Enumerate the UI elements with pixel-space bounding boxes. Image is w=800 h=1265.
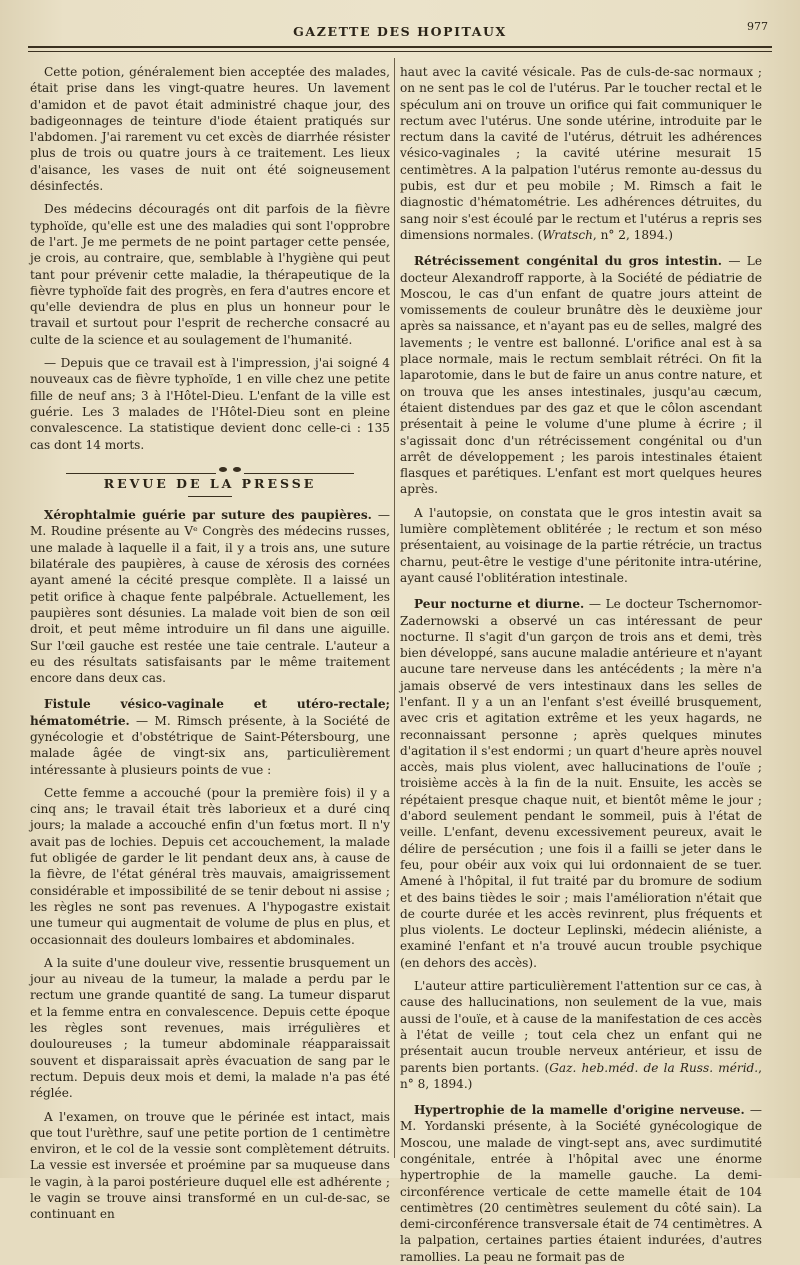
column-divider [394, 58, 395, 1158]
article-title: Rétrécissement congénital du gros intestin. [414, 254, 722, 269]
article-body: — M. Yordanski présente, à la Société gynécologique de Moscou, une malade de vingt-sept ans, avec surdimutité congénitale, entrée à l'hôpital avec une énorme hypertrophie de la mamelle gauche. La demi-circonférence verticale de cette mamelle était de 104 centimètres (20 centimètres seulement du côté sain). La demi-circonférence transversale était de 74 centimètres. A la palpation, certaines parties étaient indurées, d'autres ramollies. La peau ne formait pas de [400, 1103, 762, 1264]
paragraph-fistule-3: A la suite d'une douleur vive, ressentie brusquement un jour au niveau de la tumeur, la malade a perdu par le rectum une grande quantité de sang. La tumeur disparut et la femme entra en convalescence. Depuis cette époque les règles sont revenues, mais irrégulières et douloureuses ; la tumeur abdominale réapparaissait souvent et disparaissait après évacuation de sang par le rectum. Depuis deux mois et demi, la malade n'a pas été réglée. [30, 955, 390, 1101]
page-number: 977 [747, 20, 768, 33]
right-column [400, 64, 763, 1264]
article-retrecissement [400, 253, 762, 497]
paragraph-text: haut avec la cavité vésicale. Pas de culs-de-sac normaux ; on ne sent pas le col de l'utérus. Par le toucher rectal et le spéculum ani on trouve un orifice qui fait communiquer le rectum avec l'utérus. Une sonde utérine, introduite par le rectum dans la cavité de l'utérus, détruit les adhérences vésico-vaginales ; la cavité utérine mesurait 15 centimètres. A la palpation l'utérus remonte au-dessus du pubis, est dur et peu mobile ; M. Rimsch a fait le diagnostic d'hématométrie. Les adhérences détruites, du sang noir s'est écoulé par le rectum et l'utérus a repris ses dimensions normales. ( [400, 65, 762, 242]
header-rule-thin [28, 51, 772, 52]
paragraph-autopsie: A l'autopsie, on constata que le gros intestin avait sa lumière complètement oblitérée ; le rectum et son méso présentaient, au voisinage de la partie rétrécie, un tractus charnu, peut-être le vestige d'une péritonite intra-utérine, ayant causé l'oblitération intestinale. [400, 505, 762, 585]
header-rule [28, 46, 772, 48]
article-peur [400, 596, 762, 971]
citation-end: , n° 8, 1894.) [400, 1060, 763, 1091]
article-title: Xérophtalmie guérie par suture des paupières. [44, 508, 372, 523]
citation: Gaz. heb.méd. de la Russ. mérid. [549, 1060, 759, 1075]
article-title: Hypertrophie de la mamelle d'origine nerveuse. [414, 1103, 745, 1118]
article-hypertrophie [400, 1102, 762, 1265]
article-body: — M. Roudine présente au Vᵉ Congrès des médecins russes, une malade à laquelle il a fait, il y a trois ans, une suture bilatérale des paupières, à cause de xérosis des cornées ayant amené la cécité presque complète. Il a laissé un petit orifice à chaque fente palpébrale. Actuellement, les paupières sont désunies. La malade voit bien de son œil droit, et peut même introduire un fil dans une aiguille. Sur l'œil gauche est restée une taie centrale. L'auteur a eu des résultats satisfaisants par le même traitement encore dans deux cas. [30, 508, 390, 686]
paragraph-fistule-continued [400, 64, 762, 243]
article-body: — Le docteur Tschernomor-Zadernowski a observé un cas intéressant de peur nocturne. Il s'agit d'un garçon de trois ans et demi, très bien développé, sans aucune maladie antérieure et n'ayant aucune tare nerveuse dans les antécédents ; la mère n'a jamais observé de vers intestinaux dans les selles de l'enfant. Il y a un an l'enfant s'est éveillé brusquement, avec cris et agitation extrême et les yeux hagards, ne reconnaissant personne ; après quelques minutes d'agitation il s'est endormi ; un quart d'heure après nouvel accès, mais plus violent, avec hallucinations de l'ouïe ; troisième accès à la fin de la nuit. Ensuite, les accès se répétaient presque chaque nuit, et bientôt même le jour ; d'abord seulement pendant le sommeil, puis à l'état de veille. L'enfant, devenu excessivement peureux, avait le délire de persécution ; une fois il a failli se jeter dans le feu, pour obéir aux voix qui lui ordonnaient de se tuer. Amené à l'hôpital, il fut traité par du bromure de sodium et des bains tièdes le soir ; mais l'amélioration n'était que de courte durée et les accès revinrent, plus fréquents et plus violents. Le docteur Leplinski, médecin aliéniste, a examiné l'enfant et n'a trouvé aucun trouble psychique (en dehors des accès). [400, 597, 763, 970]
running-title: GAZETTE DES HOPITAUX [293, 24, 507, 39]
article-xerophtalmie [30, 507, 390, 686]
section-ornament [30, 460, 390, 468]
article-body: — Le docteur Alexandroff rapporte, à la Société de pédiatrie de Moscou, le cas d'un enfant de quatre jours atteint de vomissements de couleur brunâtre dès le deuxième jour après sa naissance, et n'ayant pas eu de selles, malgré des lavements ; le ventre est ballonné. L'orifice anal est à sa place normale, mais le rectum semblait rétréci. On fit la laparotomie, dans le but de faire un anus contre nature, et on trouva que les anses intestinales, jusqu'au cæcum, étaient distendues par des gaz et que le côlon ascendant présentait à peine le volume d'une plume à écrire ; il s'agissait donc d'un rétrécissement congénital ou d'un arrêt de développement ; les parois intestinales étaient flasques et parétiques. L'enfant est mort quelques heures après. [400, 254, 762, 497]
paragraph-fistule-2: Cette femme a accouché (pour la première fois) il y a cinq ans; le travail était très laborieux et a duré cinq jours; la malade a accouché enfin d'un fœtus mort. Il n'y avait pas de lochies. Depuis cet accouchement, la malade fut obligée de garder le lit pendant deux ans, à cause de la fièvre, de l'état général très mauvais, amaigrissement considérable et impossibilité de se tenir debout ni assise ; les règles ne sont pas revenues. A l'hypogastre existait une tumeur qui augmentait de volume de plus en plus, et occasionnait des douleurs lombaires et abdominales. [30, 785, 390, 947]
paragraph-typhoide: Des médecins découragés ont dit parfois de la fièvre typhoïde, qu'elle est une des maladies qui sont l'opprobre de l'art. Je me permets de ne point partager cette pensée, je crois, au contraire, que, semblable à l'hygiène qui peut tant pour prévenir cette maladie, la thérapeutique de la fièvre typhoïde fait des progrès, en fera d'autres encore et qu'elle deviendra de plus en plus un honneur pour le travail et surtout pour l'esprit de recherche consacré au culte de la science et au soulagement de l'humanité. [30, 202, 390, 347]
article-fistule [30, 696, 390, 777]
paragraph-potion: Cette potion, généralement bien acceptée des malades, était prise dans les vingt-quatre heures. Un lavement d'amidon et de pavot était administré chaque jour, des badigeonnages de teinture d'iode étaient pratiqués sur l'abdomen. J'ai rarement vu cet excès de diarrhée résister plus de trois ou quatre jours à ce traitement. Les lieux d'aisance, les vases de nuit ont été soigneusement désinfectés. [30, 65, 390, 194]
paragraph-peur-2 [400, 978, 762, 1092]
citation-end: , n° 2, 1894.) [592, 227, 673, 242]
section-rule [188, 496, 232, 497]
article-body: — M. Rimsch présente, à la Société de gynécologie et d'obstétrique de Saint-Pétersbourg, une malade âgée de vingt-six ans, particulièrement intéressante à plusieurs points de vue : [30, 713, 390, 777]
paragraph-statistique: — Depuis que ce travail est à l'impression, j'ai soigné 4 nouveaux cas de fièvre typhoïde, 1 en ville chez une petite fille de neuf ans; 3 à l'Hôtel-Dieu. L'enfant de la ville est guérie. Les 3 malades de l'Hôtel-Dieu sont en pleine convalescence. La statistique devient donc celle-ci : 135 cas dont 14 morts. [30, 356, 390, 452]
section-heading: REVUE DE LA PRESSE [103, 475, 317, 491]
paragraph-text: L'auteur attire particulièrement l'attention sur ce cas, à cause des hallucinations, non seulement de la vue, mais aussi de l'ouïe, et à cause de la manifestation de ces accès à l'état de veille ; tout cela chez un enfant qui ne présentait aucun trouble nerveux antérieur, et issu de parents bien portants. ( [400, 979, 762, 1075]
paragraph-fistule-4: A l'examen, on trouve que le périnée est intact, mais que tout l'urèthre, sauf une petite portion de 1 centimètre environ, et le col de la vessie sont complètement détruits. La vessie est inversée et proémine par sa muqueuse dans le vagin, à la paroi postérieure duquel elle est adhérente ; le vagin se trouve ainsi transformé en un cul-de-sac, se continuant en [30, 1109, 390, 1222]
left-column [30, 64, 390, 1222]
article-title: Fistule vésico-vaginale et utéro-rectale; hématométrie. [30, 697, 390, 728]
citation: Wratsch [542, 227, 593, 242]
page-header [28, 14, 772, 54]
article-title: Peur nocturne et diurne. [414, 597, 585, 612]
